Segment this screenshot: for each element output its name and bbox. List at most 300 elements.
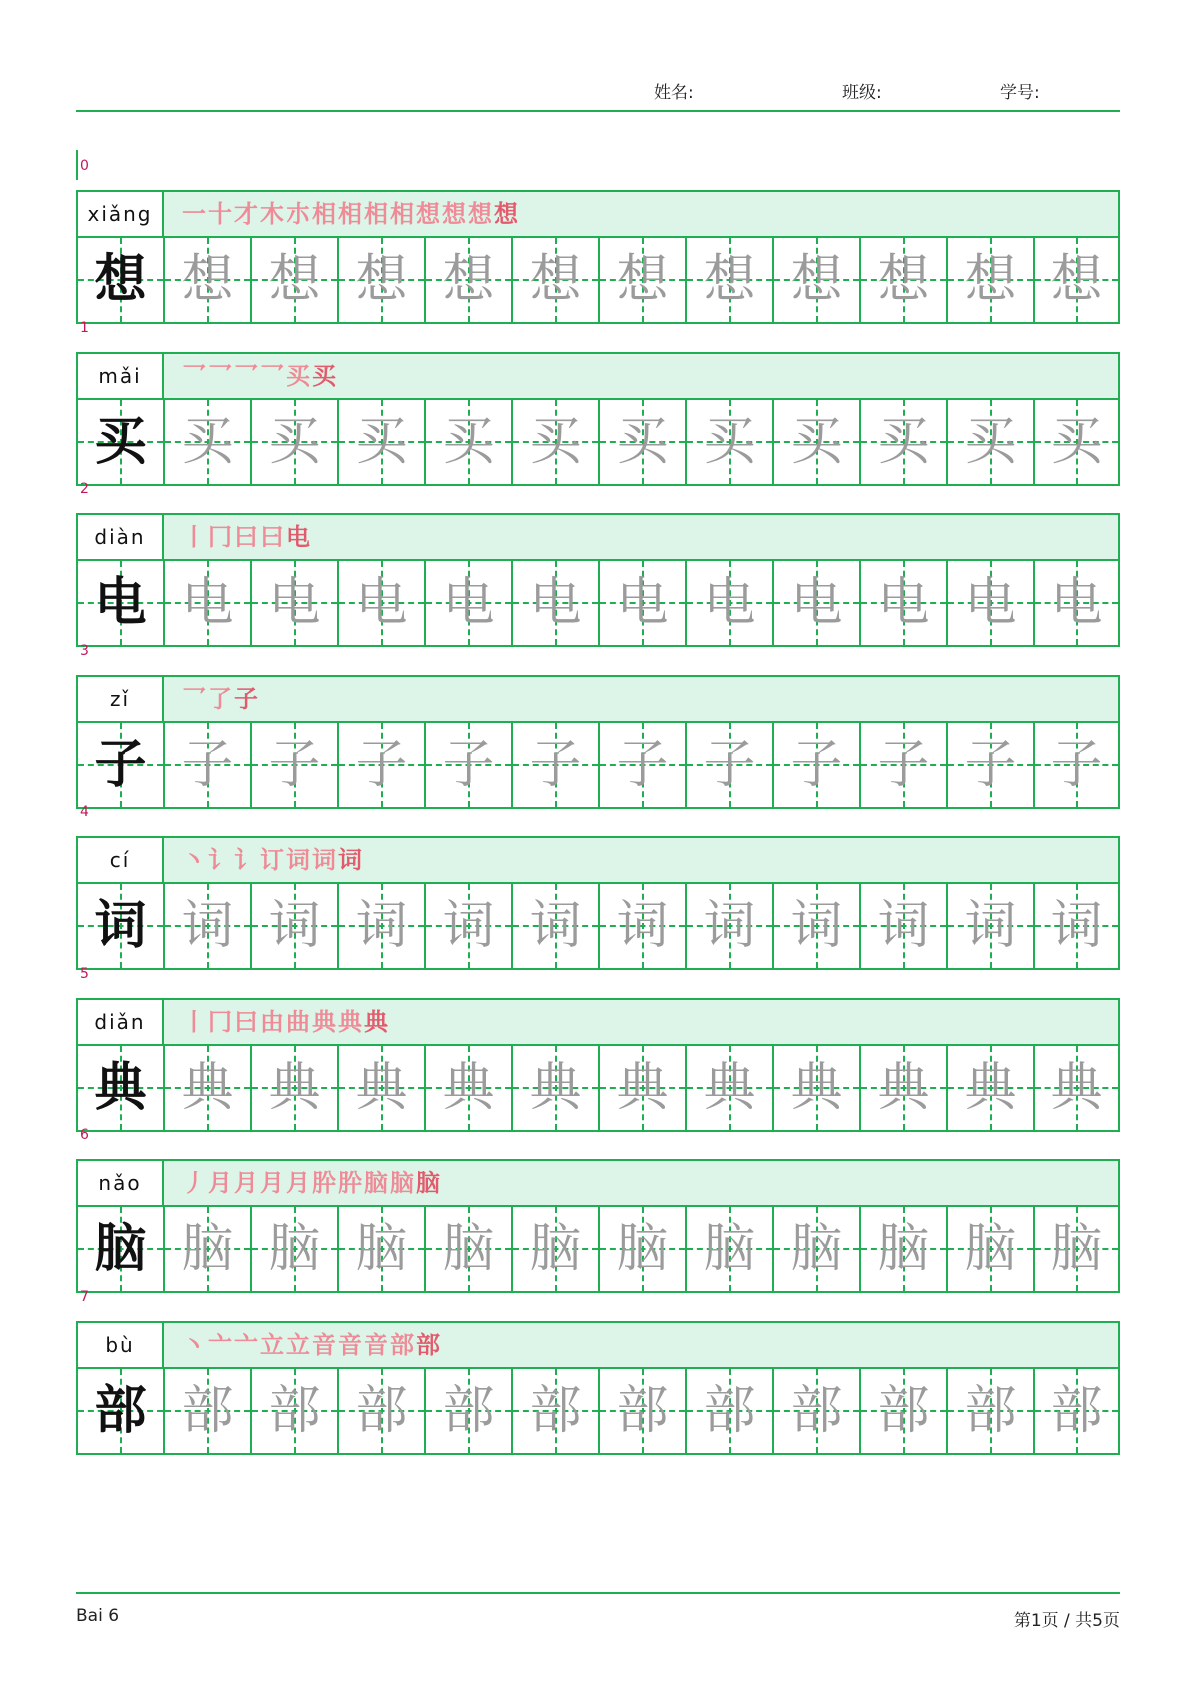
tracing-cell bbox=[252, 561, 339, 645]
stroke-step: 亠 bbox=[208, 1330, 234, 1359]
tracing-cell bbox=[513, 238, 600, 322]
pinyin-label: xiǎng bbox=[78, 192, 164, 236]
trace-character: 脑 bbox=[790, 1219, 843, 1279]
stroke-step: 想 bbox=[442, 199, 468, 228]
trace-character: 部 bbox=[703, 1381, 756, 1441]
tracing-cell bbox=[513, 400, 600, 484]
stroke-step: 脑 bbox=[364, 1168, 390, 1197]
practice-entry bbox=[76, 643, 1120, 805]
trace-character: 词 bbox=[790, 896, 843, 956]
trace-character: 电 bbox=[1050, 573, 1103, 633]
trace-character: 部 bbox=[268, 1381, 321, 1441]
trace-character: 买 bbox=[964, 412, 1017, 472]
tracing-cell bbox=[948, 238, 1035, 322]
model-character-cell bbox=[78, 400, 165, 484]
header-rule bbox=[76, 110, 1120, 112]
trace-character: 词 bbox=[703, 896, 756, 956]
tracing-cell bbox=[687, 561, 774, 645]
pinyin-label: zǐ bbox=[78, 677, 164, 721]
tracing-cell bbox=[165, 723, 252, 807]
stroke-step: 立 bbox=[286, 1330, 312, 1359]
pinyin-label: mǎi bbox=[78, 354, 164, 398]
trace-character: 典 bbox=[529, 1058, 582, 1118]
trace-character: 脑 bbox=[442, 1219, 495, 1279]
trace-character: 电 bbox=[181, 573, 234, 633]
tracing-cell bbox=[600, 400, 687, 484]
trace-character: 子 bbox=[703, 735, 756, 795]
trace-character: 子 bbox=[790, 735, 843, 795]
trace-character: 脑 bbox=[703, 1219, 756, 1279]
stroke-order-sequence bbox=[182, 1165, 442, 1201]
trace-character: 买 bbox=[181, 412, 234, 472]
stroke-order-row bbox=[76, 675, 1120, 723]
trace-character: 部 bbox=[964, 1381, 1017, 1441]
stroke-step: 讠 bbox=[234, 845, 260, 874]
trace-character: 想 bbox=[181, 250, 234, 310]
tracing-cell bbox=[600, 238, 687, 322]
trace-character: 脑 bbox=[268, 1219, 321, 1279]
trace-character: 脑 bbox=[529, 1219, 582, 1279]
trace-character: 想 bbox=[703, 250, 756, 310]
stroke-step: 相 bbox=[390, 199, 416, 228]
tracing-cell bbox=[513, 884, 600, 968]
tracing-cell bbox=[252, 238, 339, 322]
tracing-cell bbox=[339, 1207, 426, 1291]
stroke-order-row bbox=[76, 836, 1120, 884]
entry-index: 7 bbox=[80, 1289, 89, 1305]
stroke-step: 丿 bbox=[182, 1168, 208, 1197]
stroke-step: 了 bbox=[208, 684, 234, 713]
tracing-cell bbox=[252, 1046, 339, 1130]
trace-character: 词 bbox=[529, 896, 582, 956]
tracing-cell bbox=[861, 723, 948, 807]
tracing-cell bbox=[339, 561, 426, 645]
entry-index: 2 bbox=[80, 481, 89, 497]
trace-character: 典 bbox=[181, 1058, 234, 1118]
trace-character: 子 bbox=[877, 735, 930, 795]
model-character: 脑 bbox=[94, 1219, 147, 1279]
tracing-cell bbox=[1035, 723, 1118, 807]
model-character: 买 bbox=[94, 412, 147, 472]
stroke-step: 丶 bbox=[182, 845, 208, 874]
tracing-cell bbox=[513, 723, 600, 807]
trace-character: 想 bbox=[268, 250, 321, 310]
tracing-cell bbox=[339, 723, 426, 807]
trace-character: 词 bbox=[616, 896, 669, 956]
writing-grid-row bbox=[76, 559, 1120, 647]
trace-character: 词 bbox=[964, 896, 1017, 956]
pinyin-label: bù bbox=[78, 1323, 164, 1367]
stroke-step: 由 bbox=[260, 1007, 286, 1036]
trace-character: 想 bbox=[442, 250, 495, 310]
writing-grid-row bbox=[76, 1044, 1120, 1132]
stroke-step: 月 bbox=[208, 1168, 234, 1197]
stroke-step: 曲 bbox=[286, 1007, 312, 1036]
stroke-step: 丨 bbox=[182, 522, 208, 551]
trace-character: 典 bbox=[703, 1058, 756, 1118]
stroke-step: 才 bbox=[234, 199, 260, 228]
practice-entry bbox=[76, 320, 1120, 482]
stroke-step: 典 bbox=[338, 1007, 364, 1036]
trace-character: 典 bbox=[790, 1058, 843, 1118]
entry-index: 0 bbox=[80, 158, 89, 174]
tracing-cell bbox=[774, 1046, 861, 1130]
trace-character: 子 bbox=[181, 735, 234, 795]
trace-character: 想 bbox=[964, 250, 1017, 310]
tracing-cell bbox=[426, 1046, 513, 1130]
tracing-cell bbox=[252, 400, 339, 484]
tracing-cell bbox=[861, 561, 948, 645]
tracing-cell bbox=[165, 1369, 252, 1453]
stroke-step: 典 bbox=[364, 1007, 390, 1036]
trace-character: 词 bbox=[268, 896, 321, 956]
trace-character: 买 bbox=[529, 412, 582, 472]
entry-index: 5 bbox=[80, 966, 89, 982]
tracing-cell bbox=[165, 1207, 252, 1291]
stroke-step: 立 bbox=[260, 1330, 286, 1359]
model-character-cell bbox=[78, 884, 165, 968]
stroke-order-sequence bbox=[182, 519, 312, 555]
model-character: 子 bbox=[94, 735, 147, 795]
tracing-cell bbox=[513, 1369, 600, 1453]
trace-character: 脑 bbox=[1050, 1219, 1103, 1279]
tracing-cell bbox=[252, 1369, 339, 1453]
model-character: 想 bbox=[94, 250, 147, 310]
writing-grid-row bbox=[76, 236, 1120, 324]
stroke-step: 曰 bbox=[260, 522, 286, 551]
tracing-cell bbox=[426, 723, 513, 807]
stroke-step: 丨 bbox=[182, 1007, 208, 1036]
stroke-order-row bbox=[76, 513, 1120, 561]
trace-character: 买 bbox=[268, 412, 321, 472]
stroke-step: 相 bbox=[338, 199, 364, 228]
trace-character: 电 bbox=[442, 573, 495, 633]
tracing-cell bbox=[687, 723, 774, 807]
class-label: 班级: bbox=[842, 83, 882, 103]
stroke-step: 冂 bbox=[208, 522, 234, 551]
pinyin-label: nǎo bbox=[78, 1161, 164, 1205]
tracing-cell bbox=[165, 884, 252, 968]
stroke-step: 音 bbox=[312, 1330, 338, 1359]
trace-character: 子 bbox=[355, 735, 408, 795]
practice-entry bbox=[76, 966, 1120, 1128]
trace-character: 子 bbox=[529, 735, 582, 795]
stroke-order-row bbox=[76, 998, 1120, 1046]
model-character: 词 bbox=[94, 896, 147, 956]
tracing-cell bbox=[1035, 238, 1118, 322]
tracing-cell bbox=[600, 1369, 687, 1453]
tracing-cell bbox=[426, 400, 513, 484]
model-character-cell bbox=[78, 238, 165, 322]
tracing-cell bbox=[600, 1207, 687, 1291]
tracing-cell bbox=[861, 1207, 948, 1291]
stroke-order-row bbox=[76, 1321, 1120, 1369]
stroke-step: 音 bbox=[364, 1330, 390, 1359]
stroke-step: 词 bbox=[286, 845, 312, 874]
stroke-step: 词 bbox=[312, 845, 338, 874]
student-no-label: 学号: bbox=[1000, 83, 1040, 103]
practice-entry bbox=[76, 1289, 1120, 1451]
stroke-step: 相 bbox=[312, 199, 338, 228]
tracing-cell bbox=[861, 1046, 948, 1130]
stroke-step: 典 bbox=[312, 1007, 338, 1036]
trace-character: 典 bbox=[616, 1058, 669, 1118]
tracing-cell bbox=[774, 400, 861, 484]
trace-character: 想 bbox=[1050, 250, 1103, 310]
stroke-step: 音 bbox=[338, 1330, 364, 1359]
tracing-cell bbox=[252, 1207, 339, 1291]
stroke-step: 月 bbox=[260, 1168, 286, 1197]
stroke-step: 乛 bbox=[234, 361, 260, 390]
trace-character: 想 bbox=[877, 250, 930, 310]
tracing-cell bbox=[861, 400, 948, 484]
stroke-step: 想 bbox=[416, 199, 442, 228]
stroke-step: 词 bbox=[338, 845, 364, 874]
stroke-order-row bbox=[76, 190, 1120, 238]
stroke-order-row bbox=[76, 1159, 1120, 1207]
trace-character: 电 bbox=[616, 573, 669, 633]
tracing-cell bbox=[948, 1207, 1035, 1291]
tracing-cell bbox=[948, 723, 1035, 807]
trace-character: 部 bbox=[181, 1381, 234, 1441]
trace-character: 词 bbox=[442, 896, 495, 956]
tracing-cell bbox=[861, 884, 948, 968]
stroke-step: 买 bbox=[312, 361, 338, 390]
tracing-cell bbox=[948, 884, 1035, 968]
model-character-cell bbox=[78, 1369, 165, 1453]
tracing-cell bbox=[861, 1369, 948, 1453]
tracing-cell bbox=[339, 1369, 426, 1453]
trace-character: 部 bbox=[529, 1381, 582, 1441]
tracing-cell bbox=[165, 238, 252, 322]
trace-character: 子 bbox=[616, 735, 669, 795]
stroke-step: 相 bbox=[364, 199, 390, 228]
stroke-step: 一 bbox=[182, 199, 208, 228]
trace-character: 想 bbox=[616, 250, 669, 310]
trace-character: 电 bbox=[964, 573, 1017, 633]
tracing-cell bbox=[1035, 1046, 1118, 1130]
entry-index: 3 bbox=[80, 643, 89, 659]
model-character-cell bbox=[78, 1046, 165, 1130]
trace-character: 脑 bbox=[964, 1219, 1017, 1279]
practice-entry bbox=[76, 1127, 1120, 1289]
stroke-step: 乛 bbox=[182, 361, 208, 390]
writing-grid-row bbox=[76, 398, 1120, 486]
model-character: 电 bbox=[94, 573, 147, 633]
stroke-step: 曰 bbox=[234, 522, 260, 551]
trace-character: 买 bbox=[1050, 412, 1103, 472]
trace-character: 词 bbox=[1050, 896, 1103, 956]
stroke-step: 肸 bbox=[338, 1168, 364, 1197]
tracing-cell bbox=[513, 561, 600, 645]
practice-entry bbox=[76, 158, 1120, 320]
stroke-step: 讠 bbox=[208, 845, 234, 874]
stroke-order-sequence bbox=[182, 1004, 390, 1040]
model-character-cell bbox=[78, 1207, 165, 1291]
trace-character: 子 bbox=[964, 735, 1017, 795]
tracing-cell bbox=[600, 884, 687, 968]
tracing-cell bbox=[426, 238, 513, 322]
tracing-cell bbox=[426, 884, 513, 968]
trace-character: 典 bbox=[877, 1058, 930, 1118]
stroke-step: 月 bbox=[234, 1168, 260, 1197]
tracing-cell bbox=[1035, 1369, 1118, 1453]
tracing-cell bbox=[252, 884, 339, 968]
trace-character: 典 bbox=[964, 1058, 1017, 1118]
stroke-step: 想 bbox=[468, 199, 494, 228]
trace-character: 子 bbox=[1050, 735, 1103, 795]
stroke-step: 月 bbox=[286, 1168, 312, 1197]
stroke-order-sequence bbox=[182, 196, 520, 232]
tracing-cell bbox=[513, 1207, 600, 1291]
stroke-step: 脑 bbox=[416, 1168, 442, 1197]
trace-character: 部 bbox=[355, 1381, 408, 1441]
trace-character: 买 bbox=[790, 412, 843, 472]
stroke-step: 冂 bbox=[208, 1007, 234, 1036]
tracing-cell bbox=[948, 1046, 1035, 1130]
trace-character: 电 bbox=[790, 573, 843, 633]
stroke-step: 朩 bbox=[286, 199, 312, 228]
stroke-order-row bbox=[76, 352, 1120, 400]
trace-character: 典 bbox=[1050, 1058, 1103, 1118]
tracing-cell bbox=[774, 1369, 861, 1453]
student-info-fields bbox=[0, 78, 1200, 102]
trace-character: 典 bbox=[268, 1058, 321, 1118]
stroke-step: 丶 bbox=[182, 1330, 208, 1359]
footer-title: Bai 6 bbox=[76, 1606, 120, 1626]
stroke-order-sequence bbox=[182, 681, 260, 717]
trace-character: 典 bbox=[355, 1058, 408, 1118]
writing-grid-row bbox=[76, 882, 1120, 970]
pinyin-label: diàn bbox=[78, 515, 164, 559]
tracing-cell bbox=[165, 561, 252, 645]
tracing-cell bbox=[513, 1046, 600, 1130]
tracing-cell bbox=[339, 238, 426, 322]
tracing-cell bbox=[948, 400, 1035, 484]
trace-character: 电 bbox=[703, 573, 756, 633]
stroke-step: 脑 bbox=[390, 1168, 416, 1197]
entry-index: 6 bbox=[80, 1127, 89, 1143]
tracing-cell bbox=[339, 1046, 426, 1130]
tracing-cell bbox=[165, 1046, 252, 1130]
tracing-cell bbox=[426, 1369, 513, 1453]
tracing-cell bbox=[861, 238, 948, 322]
stroke-step: 部 bbox=[390, 1330, 416, 1359]
name-label: 姓名: bbox=[654, 83, 694, 103]
tracing-cell bbox=[687, 1369, 774, 1453]
stroke-step: 木 bbox=[260, 199, 286, 228]
stroke-step: 订 bbox=[260, 845, 286, 874]
trace-character: 买 bbox=[442, 412, 495, 472]
tracing-cell bbox=[687, 238, 774, 322]
pinyin-label: diǎn bbox=[78, 1000, 164, 1044]
trace-character: 脑 bbox=[877, 1219, 930, 1279]
model-character: 部 bbox=[94, 1381, 147, 1441]
tracing-cell bbox=[774, 884, 861, 968]
trace-character: 部 bbox=[877, 1381, 930, 1441]
stroke-step: 乛 bbox=[208, 361, 234, 390]
trace-character: 词 bbox=[181, 896, 234, 956]
entry-index: 4 bbox=[80, 804, 89, 820]
stroke-step: 肸 bbox=[312, 1168, 338, 1197]
tracing-cell bbox=[687, 1207, 774, 1291]
model-character-cell bbox=[78, 561, 165, 645]
tracing-cell bbox=[1035, 884, 1118, 968]
tracing-cell bbox=[426, 561, 513, 645]
trace-character: 电 bbox=[268, 573, 321, 633]
trace-character: 电 bbox=[355, 573, 408, 633]
tracing-cell bbox=[600, 561, 687, 645]
practice-entry bbox=[76, 481, 1120, 643]
tracing-cell bbox=[1035, 561, 1118, 645]
stroke-step: 部 bbox=[416, 1330, 442, 1359]
tracing-cell bbox=[1035, 1207, 1118, 1291]
writing-grid-row bbox=[76, 721, 1120, 809]
trace-character: 部 bbox=[616, 1381, 669, 1441]
trace-character: 想 bbox=[790, 250, 843, 310]
trace-character: 部 bbox=[1050, 1381, 1103, 1441]
tracing-cell bbox=[339, 400, 426, 484]
tracing-cell bbox=[426, 1207, 513, 1291]
trace-character: 子 bbox=[442, 735, 495, 795]
stroke-step: 乛 bbox=[182, 684, 208, 713]
stroke-order-sequence bbox=[182, 842, 364, 878]
stroke-order-sequence bbox=[182, 1327, 442, 1363]
stroke-step: 电 bbox=[286, 522, 312, 551]
trace-character: 买 bbox=[703, 412, 756, 472]
trace-character: 词 bbox=[355, 896, 408, 956]
tracing-cell bbox=[600, 723, 687, 807]
tracing-cell bbox=[774, 723, 861, 807]
stroke-step: 买 bbox=[286, 361, 312, 390]
writing-grid-row bbox=[76, 1367, 1120, 1455]
tracing-cell bbox=[774, 561, 861, 645]
trace-character: 脑 bbox=[616, 1219, 669, 1279]
tracing-cell bbox=[339, 884, 426, 968]
tracing-cell bbox=[600, 1046, 687, 1130]
trace-character: 子 bbox=[268, 735, 321, 795]
tracing-cell bbox=[948, 1369, 1035, 1453]
stroke-step: 十 bbox=[208, 199, 234, 228]
trace-character: 典 bbox=[442, 1058, 495, 1118]
stroke-step: 子 bbox=[234, 684, 260, 713]
stroke-order-sequence bbox=[182, 358, 338, 394]
pinyin-label: cí bbox=[78, 838, 164, 882]
trace-character: 词 bbox=[877, 896, 930, 956]
stroke-step: 想 bbox=[494, 199, 520, 228]
trace-character: 脑 bbox=[355, 1219, 408, 1279]
trace-character: 部 bbox=[790, 1381, 843, 1441]
trace-character: 买 bbox=[616, 412, 669, 472]
model-character-cell bbox=[78, 723, 165, 807]
stroke-step: 亠 bbox=[234, 1330, 260, 1359]
entry-index: 1 bbox=[80, 320, 89, 336]
trace-character: 脑 bbox=[181, 1219, 234, 1279]
trace-character: 想 bbox=[355, 250, 408, 310]
trace-character: 买 bbox=[877, 412, 930, 472]
tracing-cell bbox=[687, 400, 774, 484]
stroke-step: 乛 bbox=[260, 361, 286, 390]
trace-character: 电 bbox=[529, 573, 582, 633]
stroke-step: 曰 bbox=[234, 1007, 260, 1036]
tracing-cell bbox=[687, 1046, 774, 1130]
trace-character: 买 bbox=[355, 412, 408, 472]
footer-rule bbox=[76, 1592, 1120, 1594]
tracing-cell bbox=[687, 884, 774, 968]
page-indicator: 第1页 / 共5页 bbox=[1013, 1611, 1120, 1631]
tracing-cell bbox=[948, 561, 1035, 645]
tracing-cell bbox=[252, 723, 339, 807]
